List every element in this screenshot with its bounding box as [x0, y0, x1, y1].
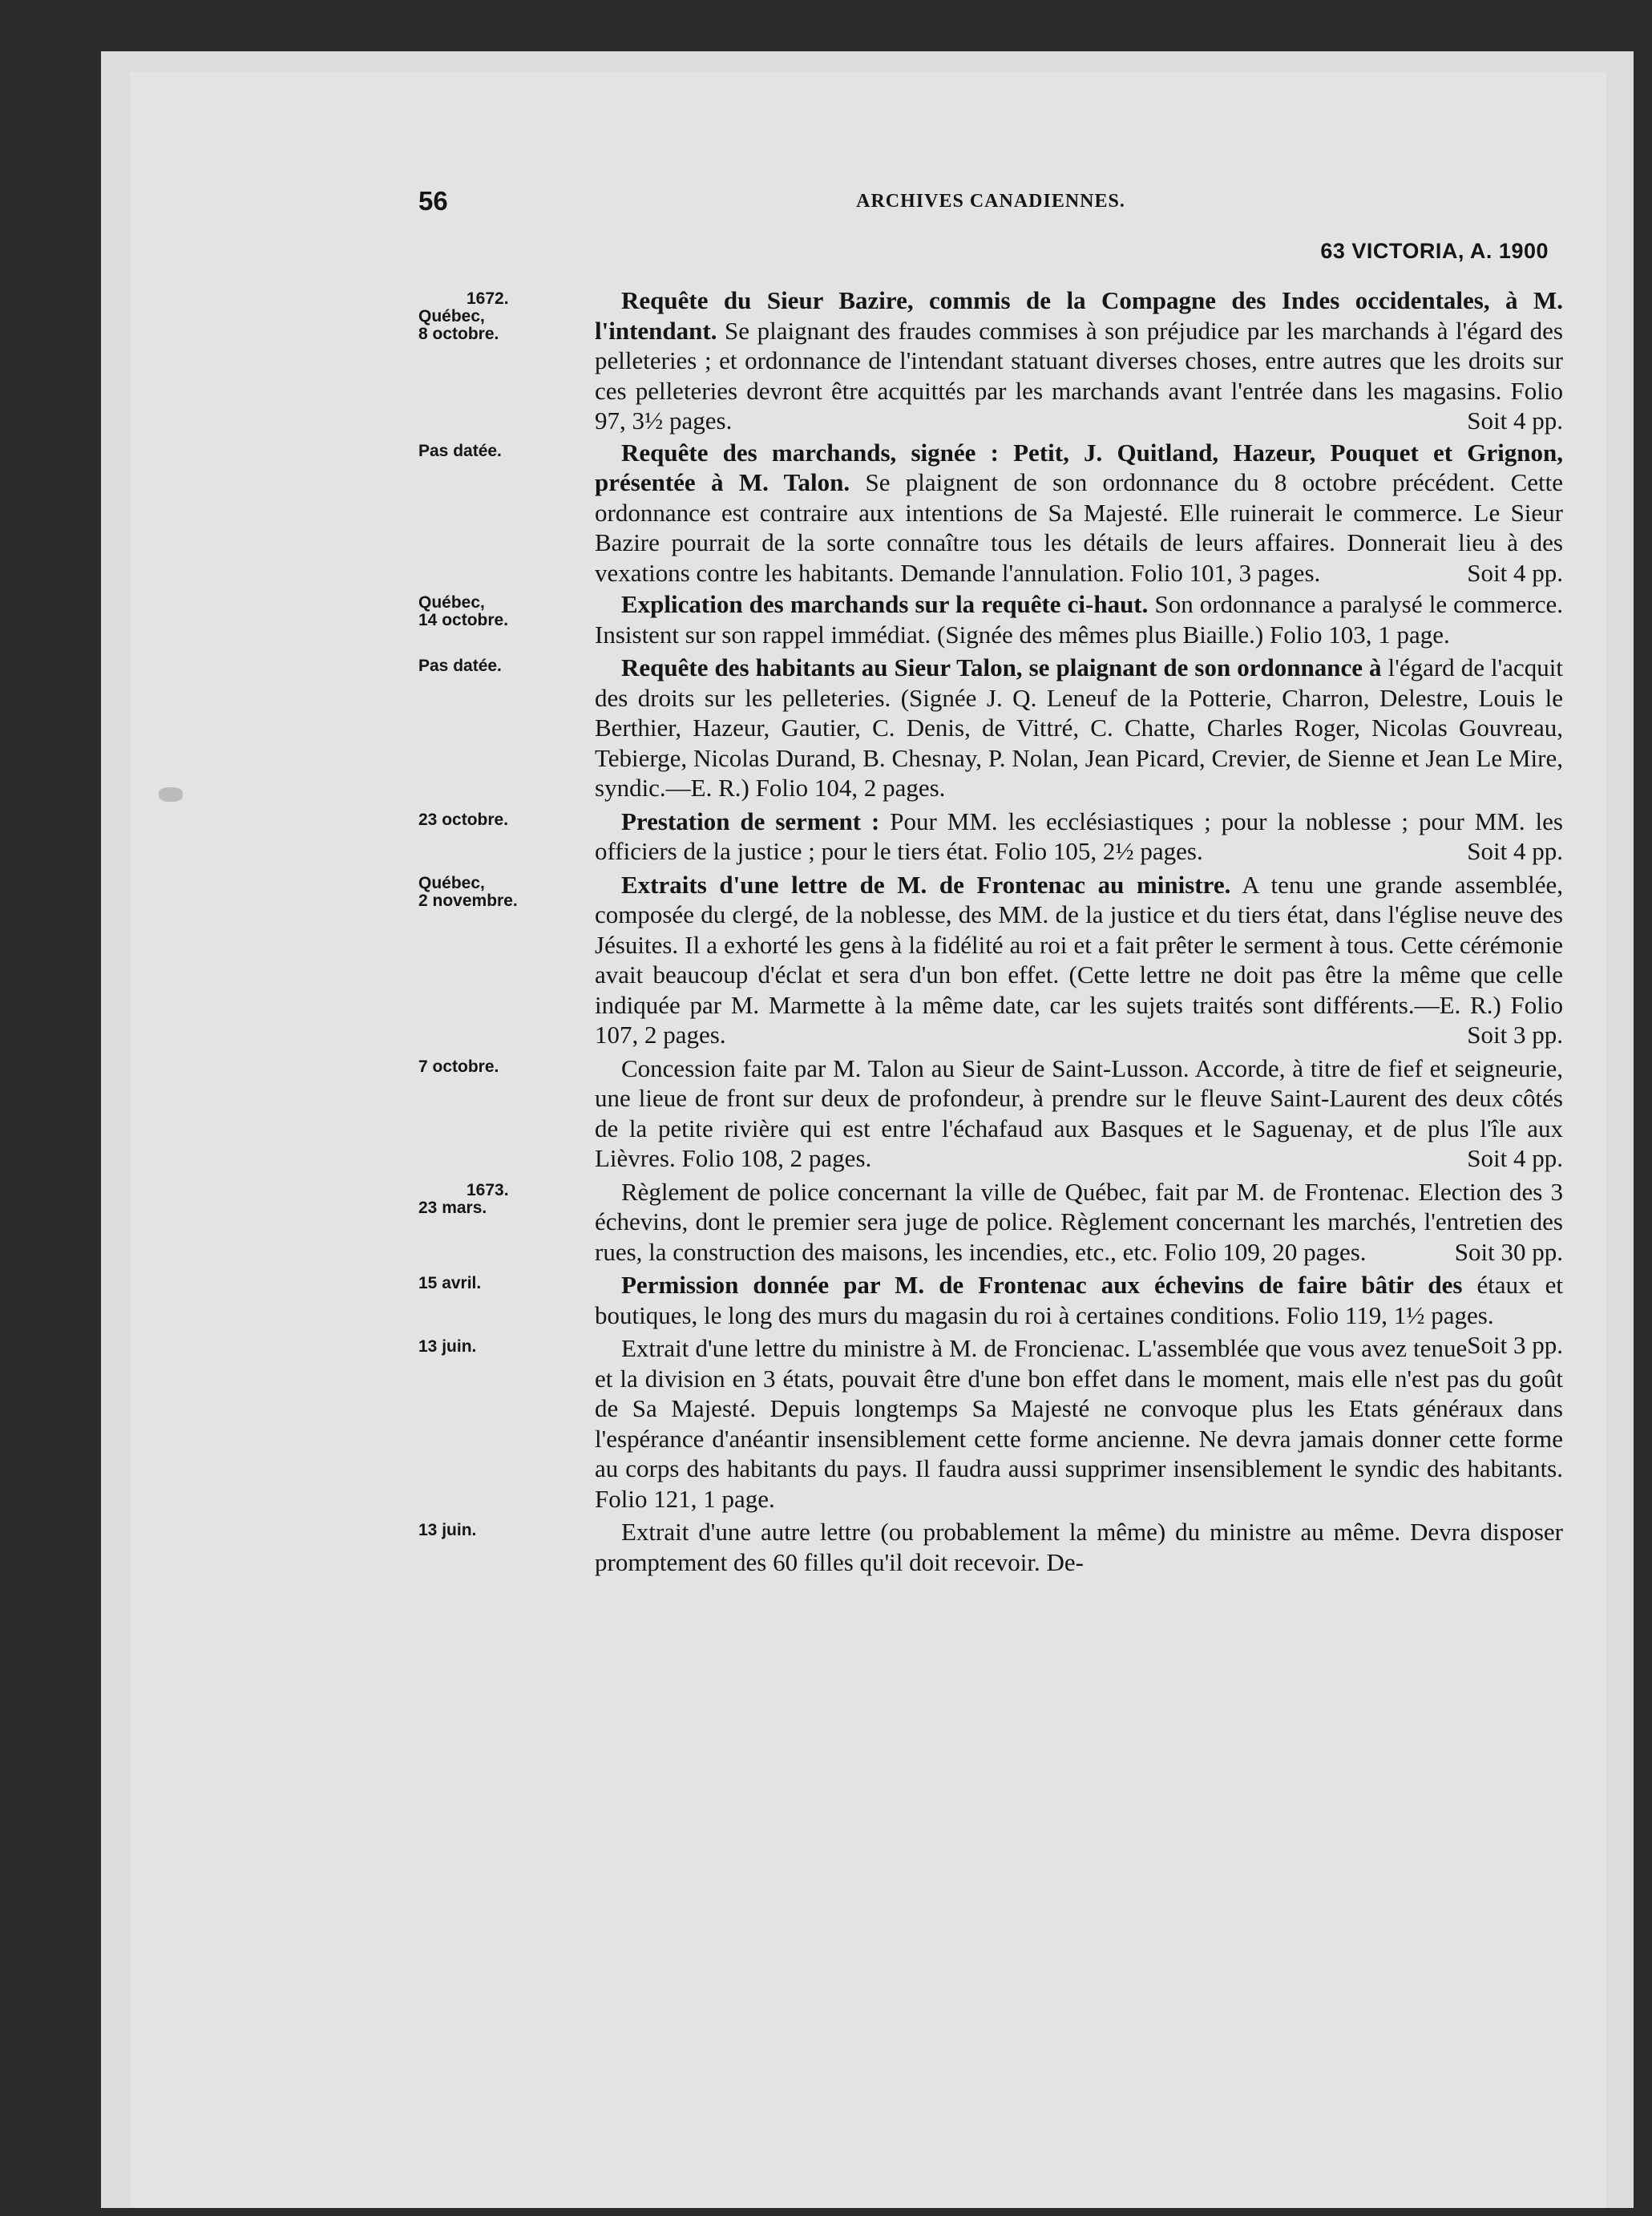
entry-date	[418, 875, 587, 910]
calendar-entry	[418, 870, 1563, 1050]
entry-lead: Requête des habitants au Sieur Talon, se plaignant de son ordonnance à	[621, 653, 1382, 681]
entry-text	[595, 653, 1563, 803]
running-head: ARCHIVES CANADIENNES.	[856, 191, 1125, 212]
entry-body: Concession faite par M. Talon au Sieur de Saint-Lusson. Accorde, à titre de fief et seigneurie, une lieue de front sur deux de profondeur, à prendre sur le fleuve Saint-Laurent des deux côtés de la petite rivière qui est entre l'échafaud aux Basques et le Saguenay, et de plus l'île aux Lièvres. Folio 108, 2 pages.	[595, 1053, 1563, 1172]
entry-date-line: 23 octobre.	[418, 810, 509, 829]
entry-page-count: Soit 30 pp.	[1454, 1237, 1563, 1266]
calendar-entry	[418, 807, 1563, 867]
entry-date-line: 14 octobre.	[418, 611, 509, 629]
entry-body: étaux et boutiques, le long des murs du magasin du roi à certaines conditions. Folio 119, 1½ pages.	[595, 1271, 1563, 1329]
entry-text	[595, 1053, 1563, 1174]
calendar-entry	[418, 1053, 1563, 1174]
entry-list	[418, 285, 1563, 1577]
calendar-entry	[418, 1333, 1563, 1514]
entry-page-count: Soit 4 pp.	[1467, 837, 1563, 865]
entry-date	[418, 1275, 587, 1292]
entry-date-line: Pas datée.	[418, 441, 502, 460]
calendar-entry	[418, 589, 1563, 649]
calendar-entry	[418, 1177, 1563, 1268]
entry-lead: Prestation de serment :	[621, 807, 880, 835]
entry-date-line: 1673.	[467, 1180, 509, 1199]
entry-body: Pour MM. les ecclésiastiques ; pour la noblesse ; pour MM. les officiers de la justice ; pour le tiers état. Folio 105, 2½ pages.	[595, 807, 1563, 865]
entry-date-line: Québec,	[418, 307, 485, 326]
entry-date-line: Québec,	[418, 873, 485, 892]
entry-body: Extrait d'une autre lettre (ou probablement la même) du ministre au même. Devra disposer promptement des 60 filles qu'il doit recevoir. De-	[595, 1518, 1563, 1576]
entry-lead: Permission donnée par M. de Frontenac aux échevins de faire bâtir des	[621, 1271, 1463, 1299]
page-number: 56	[418, 186, 448, 216]
entry-body: Son ordonnance a paralysé le commerce. Insistent sur son rappel immédiat. (Signée des mêmes plus Biaille.) Folio 103, 1 page.	[595, 590, 1564, 649]
entry-text	[595, 1333, 1563, 1514]
entry-page-count: Soit 4 pp.	[1467, 406, 1563, 435]
entry-lead: Requête du Sieur Bazire, commis de la Compagne des Indes occidentales, à M. l'intendant.	[595, 286, 1563, 345]
entry-date	[418, 1338, 587, 1356]
entry-text	[595, 285, 1563, 436]
entry-date-line: 1672.	[467, 289, 509, 308]
entry-body: A tenu une grande assemblée, composée du clergé, de la noblesse, des MM. de la justice et du tiers état, dans l'église neuve des Jésuites. Il a exhorté les gens à la fidélité au roi et a fait prêter le serment à tous. Cette cérémonie avait beaucoup d'éclat et sera d'un bon effet. (Cette lettre ne doit pas être la même que celle indiquée par M. Marmette à la même date, car les sujets traités sont différents.—E. R.) Folio 107, 2 pages.	[595, 870, 1563, 1049]
entry-body: Se plaignent de son ordonnance du 8 octobre précédent. Cette ordonnance est contraire aux intentions de Sa Majesté. Elle ruinerait le commerce. Le Sieur Bazire pourrait de la sorte connaître tous les détails de leurs affaires. Donnerait lieu à des vexations contre les habitants. Demande l'annulation. Folio 101, 3 pages.	[595, 468, 1563, 587]
calendar-entry	[418, 285, 1563, 436]
entry-date	[418, 657, 587, 675]
entry-date	[418, 1522, 587, 1539]
entry-text	[595, 1270, 1563, 1359]
entry-date-line: 15 avril.	[418, 1274, 482, 1292]
entry-date-line: 13 juin.	[418, 1337, 477, 1356]
session-heading: 63 VICTORIA, A. 1900	[1320, 239, 1549, 263]
entry-date	[418, 594, 587, 629]
entry-date	[418, 1058, 587, 1076]
calendar-entry	[418, 438, 1563, 588]
entry-lead: Requête des marchands, signée : Petit, J. Quitland, Hazeur, Pouquet et Grignon, présentée à M. Talon.	[595, 438, 1563, 496]
scan-artifact	[159, 787, 183, 802]
entry-page-count: Soit 4 pp.	[1467, 558, 1563, 587]
calendar-entry	[418, 653, 1563, 803]
entry-date-line: 13 juin.	[418, 1521, 477, 1539]
entry-text	[595, 807, 1563, 867]
entry-body: l'égard de l'acquit des droits sur les pelleteries. (Signée J. Q. Leneuf de la Potterie, Charron, Delestre, Louis le Berthier, Hazeur, Gautier, C. Denis, de Vittré, C. Chatte, Charles Roger, Nicolas Gouvreau, Tebierge, Nicolas Durand, B. Chesnay, P. Nolan, Jean Picard, Crevier, de Sienne et Jean Le Mire, syndic.—E. R.) Folio 104, 2 pages.	[595, 653, 1563, 802]
entry-body: Se plaignant des fraudes commises à son préjudice par les marchands à l'égard des pelleteries ; et ordonnance de l'intendant statuant diverses choses, entre autres que les droits sur ces pelleteries devront être acquittés par les marchands avant l'entrée dans les magasins. Folio 97, 3½ pages.	[595, 316, 1563, 435]
entry-text	[595, 870, 1563, 1050]
entry-text	[595, 1177, 1563, 1268]
calendar-entry	[418, 1517, 1563, 1577]
entry-date-line: Pas datée.	[418, 657, 502, 675]
entry-text	[595, 1517, 1563, 1577]
entry-page-count: Soit 4 pp.	[1467, 1144, 1563, 1172]
entry-date	[418, 443, 587, 460]
entry-date	[418, 811, 587, 829]
entry-page-count: Soit 3 pp.	[1467, 1331, 1563, 1359]
entry-page-count: Soit 3 pp.	[1467, 1021, 1563, 1049]
entry-lead: Explication des marchands sur la requête ci-haut.	[621, 590, 1149, 618]
entry-date	[418, 290, 587, 343]
entry-date-line: Québec,	[418, 593, 485, 612]
entry-date-line: 23 mars.	[418, 1198, 487, 1217]
entry-body: Règlement de police concernant la ville de Québec, fait par M. de Frontenac. Election des 3 échevins, dont le premier sera juge de police. Règlement concernant les marchés, l'entretien des rues, la construction des maisons, les incendies, etc., etc. Folio 109, 20 pages.	[595, 1177, 1563, 1266]
entry-date-line: 8 octobre.	[418, 325, 499, 343]
entry-lead: Extraits d'une lettre de M. de Frontenac au ministre.	[621, 870, 1231, 899]
entry-date-line: 7 octobre.	[418, 1057, 499, 1076]
entry-date	[418, 1182, 587, 1217]
entry-date-line: 2 novembre.	[418, 891, 518, 910]
entry-body: Extrait d'une lettre du ministre à M. de Froncienac. L'assemblée que vous avez tenue et la division en 3 états, pouvait être d'une bon effet dans le moment, mais elle n'est pas du goût de Sa Majesté. Depuis longtemps Sa Majesté ne convoque plus les Etats généraux dans l'espérance d'anéantir insensiblement cette forme ancienne. Ne devra jamais donner cette forme au corps des habitants du pays. Il faudra aussi supprimer insensiblement le syndic des habitants. Folio 121, 1 page.	[595, 1334, 1563, 1513]
entry-text	[595, 589, 1563, 649]
entry-text	[595, 438, 1563, 588]
